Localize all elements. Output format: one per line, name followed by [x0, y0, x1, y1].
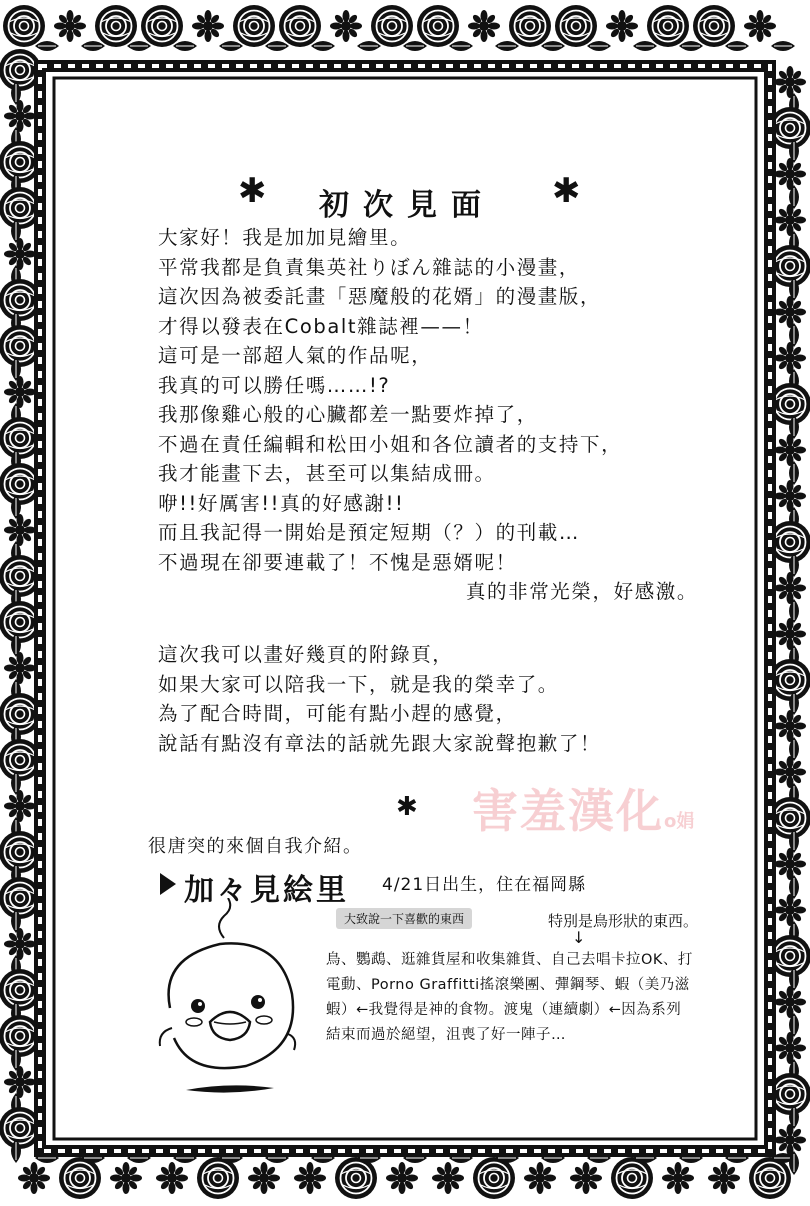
star-left-icon: ✱	[238, 171, 267, 211]
text-line: 平常我都是負責集英社りぼん雜誌的小漫畫，	[158, 255, 581, 279]
text-line: 我真的可以勝任嗎……!?	[158, 373, 391, 397]
page-content	[62, 80, 752, 1135]
text-line: 蝦）←我覺得是神的食物。渡鬼（連續劇）←因為系列	[326, 1002, 682, 1018]
favorites-list	[326, 948, 776, 1048]
greeting-paragraph	[158, 223, 718, 607]
page-title: 初次見面	[319, 188, 495, 223]
text-line: 咿!!好厲害!!真的好感謝!!	[158, 491, 405, 515]
text-line: 這次因為被委託畫「惡魔般的花婿」的漫畫版，	[158, 285, 602, 308]
text-line: 這次我可以畫好幾頁的附錄頁，	[158, 643, 454, 666]
star-right-icon: ✱	[552, 171, 581, 211]
author-avatar-doodle	[150, 898, 320, 1098]
apology-paragraph	[158, 640, 718, 758]
text-line: 我才能畫下去，甚至可以集結成冊。	[158, 462, 496, 485]
watermark-text: 害羞漢化	[472, 784, 664, 838]
text-line: 不過在責任編輯和松田小姐和各位讀者的支持下，	[158, 432, 623, 456]
author-name: 加々見絵里	[184, 873, 349, 908]
text-line: 不過現在卻要連載了！不愧是惡婿呢！	[158, 550, 517, 574]
text-line: 如果大家可以陪我一下，就是我的榮幸了。	[158, 672, 559, 696]
text-line: 真的非常光榮，好感激。	[465, 580, 698, 603]
watermark-sub: o娟	[664, 811, 695, 832]
down-arrow-icon: ↓	[572, 928, 586, 947]
text-line: 為了配合時間，可能有點小趕的感覺，	[158, 702, 517, 725]
scanlation-watermark	[472, 775, 694, 841]
text-line: 而且我記得一開始是預定短期（？）的刊載…	[158, 521, 581, 544]
star-divider-icon: ✱	[396, 792, 418, 822]
text-line: 說話有點沒有章法的話就先跟大家說聲抱歉了！	[158, 731, 602, 755]
text-line: 鳥、鸚鵡、逛雜貨屋和收集雜貨、自己去唱卡拉OK、打	[326, 952, 693, 968]
text-line: 結束而過於絕望，沮喪了好一陣子…	[326, 1027, 566, 1043]
text-line: 我那像雞心般的心臟都差一點要炸掉了，	[158, 403, 538, 426]
birth-info: 4/21日出生，住在福岡縣	[382, 875, 587, 895]
favorites-tag: 大致說一下喜歡的東西	[336, 908, 472, 929]
title-row	[62, 170, 752, 230]
triangle-marker-icon	[160, 873, 176, 895]
text-line: 大家好！我是加加見繪里。	[158, 226, 412, 249]
text-line: 才得以發表在Cobalt雜誌裡——！	[158, 314, 484, 338]
text-line: 電動、Porno Graffitti搖滾樂團、彈鋼琴、蝦（美乃滋	[326, 977, 690, 993]
intro-text: 很唐突的來個自我介紹。	[148, 836, 363, 857]
text-line: 這可是一部超人氣的作品呢，	[158, 344, 433, 367]
bird-note: 特別是鳥形狀的東西。	[548, 912, 699, 930]
